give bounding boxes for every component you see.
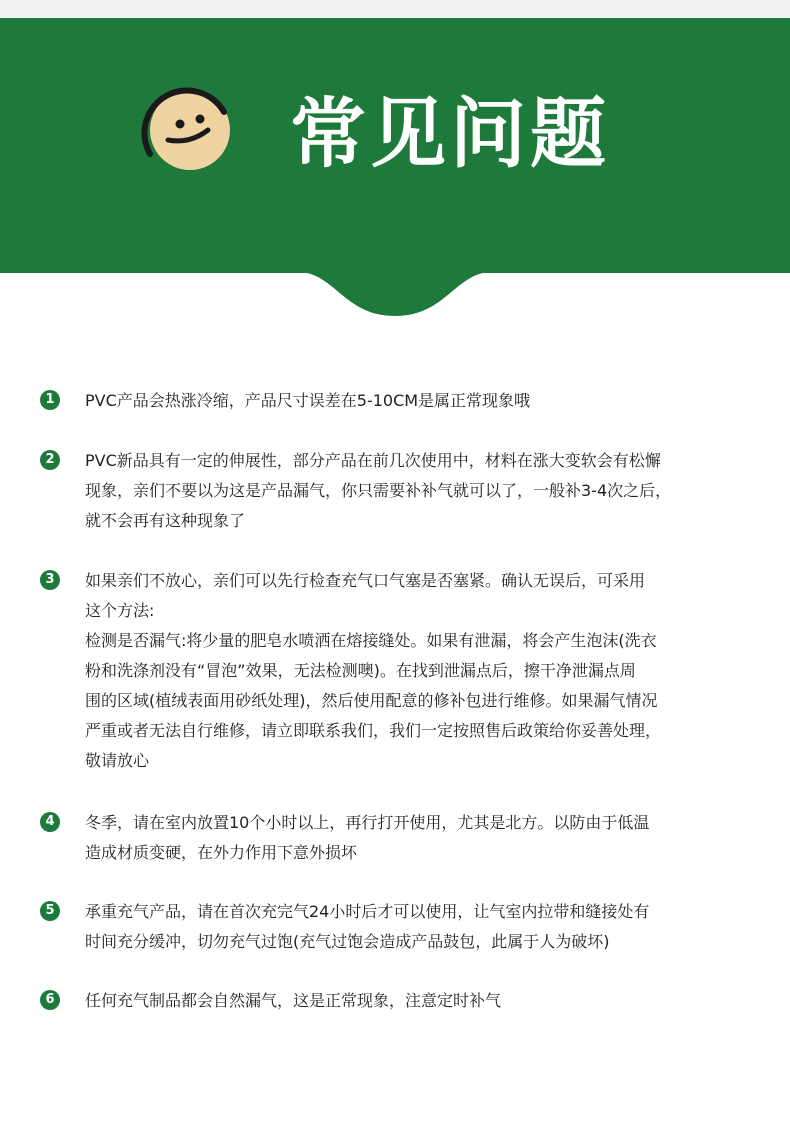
text-line: 现象，亲们不要以为这是产品漏气，你只需要补补气就可以了，一般补3-4次之后， xyxy=(85,481,672,500)
faq-text-5 xyxy=(85,897,754,957)
number-badge-2: 2 xyxy=(40,450,60,470)
text-line: 粉和洗涤剂没有“冒泡”效果，无法检测噢)。在找到泄漏点后，擦干净泄漏点周 xyxy=(85,661,636,680)
faq-text-2 xyxy=(85,446,754,536)
faq-text-1 xyxy=(85,386,754,416)
text-line: 围的区域(植绒表面用砂纸处理)，然后使用配意的修补包进行维修。如果漏气情况 xyxy=(85,691,658,710)
text-line: 承重充气产品，请在首次充完气24小时后才可以使用，让气室内拉带和缝接处有 xyxy=(85,902,650,921)
number-badge-6: 6 xyxy=(40,990,60,1010)
faq-item-1 xyxy=(40,386,754,416)
text-line: 敬请放心 xyxy=(85,751,150,770)
text-line: PVC新品具有一定的伸展性，部分产品在前几次使用中，材料在涨大变软会有松懈 xyxy=(85,451,661,470)
number-badge-1: 1 xyxy=(40,390,60,410)
text-line: 就不会再有这种现象了 xyxy=(85,511,246,530)
top-strip xyxy=(0,0,790,18)
faq-item-2 xyxy=(40,446,754,536)
faq-text-6 xyxy=(85,986,754,1016)
number-badge-5: 5 xyxy=(40,901,60,921)
faq-item-6 xyxy=(40,986,754,1016)
text-line: 时间充分缓冲，切勿充气过饱(充气过饱会造成产品鼓包，此属于人为破坏) xyxy=(85,932,610,951)
number-badge-3: 3 xyxy=(40,570,60,590)
text-line: 造成材质变硬，在外力作用下意外损坏 xyxy=(85,843,358,862)
page-title: 常见问题 xyxy=(290,89,610,178)
faq-text-3 xyxy=(85,566,754,776)
text-line: 冬季，请在室内放置10个小时以上，再行打开使用，尤其是北方。以防由于低温 xyxy=(85,813,650,832)
number-badge-4: 4 xyxy=(40,812,60,832)
smiley-face-icon xyxy=(140,82,232,174)
text-line: PVC产品会热涨冷缩，产品尺寸误差在5-10CM是属正常现象哦 xyxy=(85,391,531,410)
text-line: 如果亲们不放心，亲们可以先行检查充气口气塞是否塞紧。确认无误后，可采用 xyxy=(85,571,646,590)
banner-notch xyxy=(0,272,790,322)
text-line: 检测是否漏气:将少量的肥皂水喷洒在熔接缝处。如果有泄漏，将会产生泡沫(洗衣 xyxy=(85,631,657,650)
text-line: 严重或者无法自行维修，请立即联系我们，我们一定按照售后政策给你妥善处理， xyxy=(85,721,662,740)
faq-item-4 xyxy=(40,808,754,868)
faq-item-5 xyxy=(40,897,754,957)
text-line: 任何充气制品都会自然漏气，这是正常现象，注意定时补气 xyxy=(85,991,502,1010)
faq-item-3 xyxy=(40,566,754,776)
text-line: 这个方法: xyxy=(85,601,155,620)
faq-text-4 xyxy=(85,808,754,868)
